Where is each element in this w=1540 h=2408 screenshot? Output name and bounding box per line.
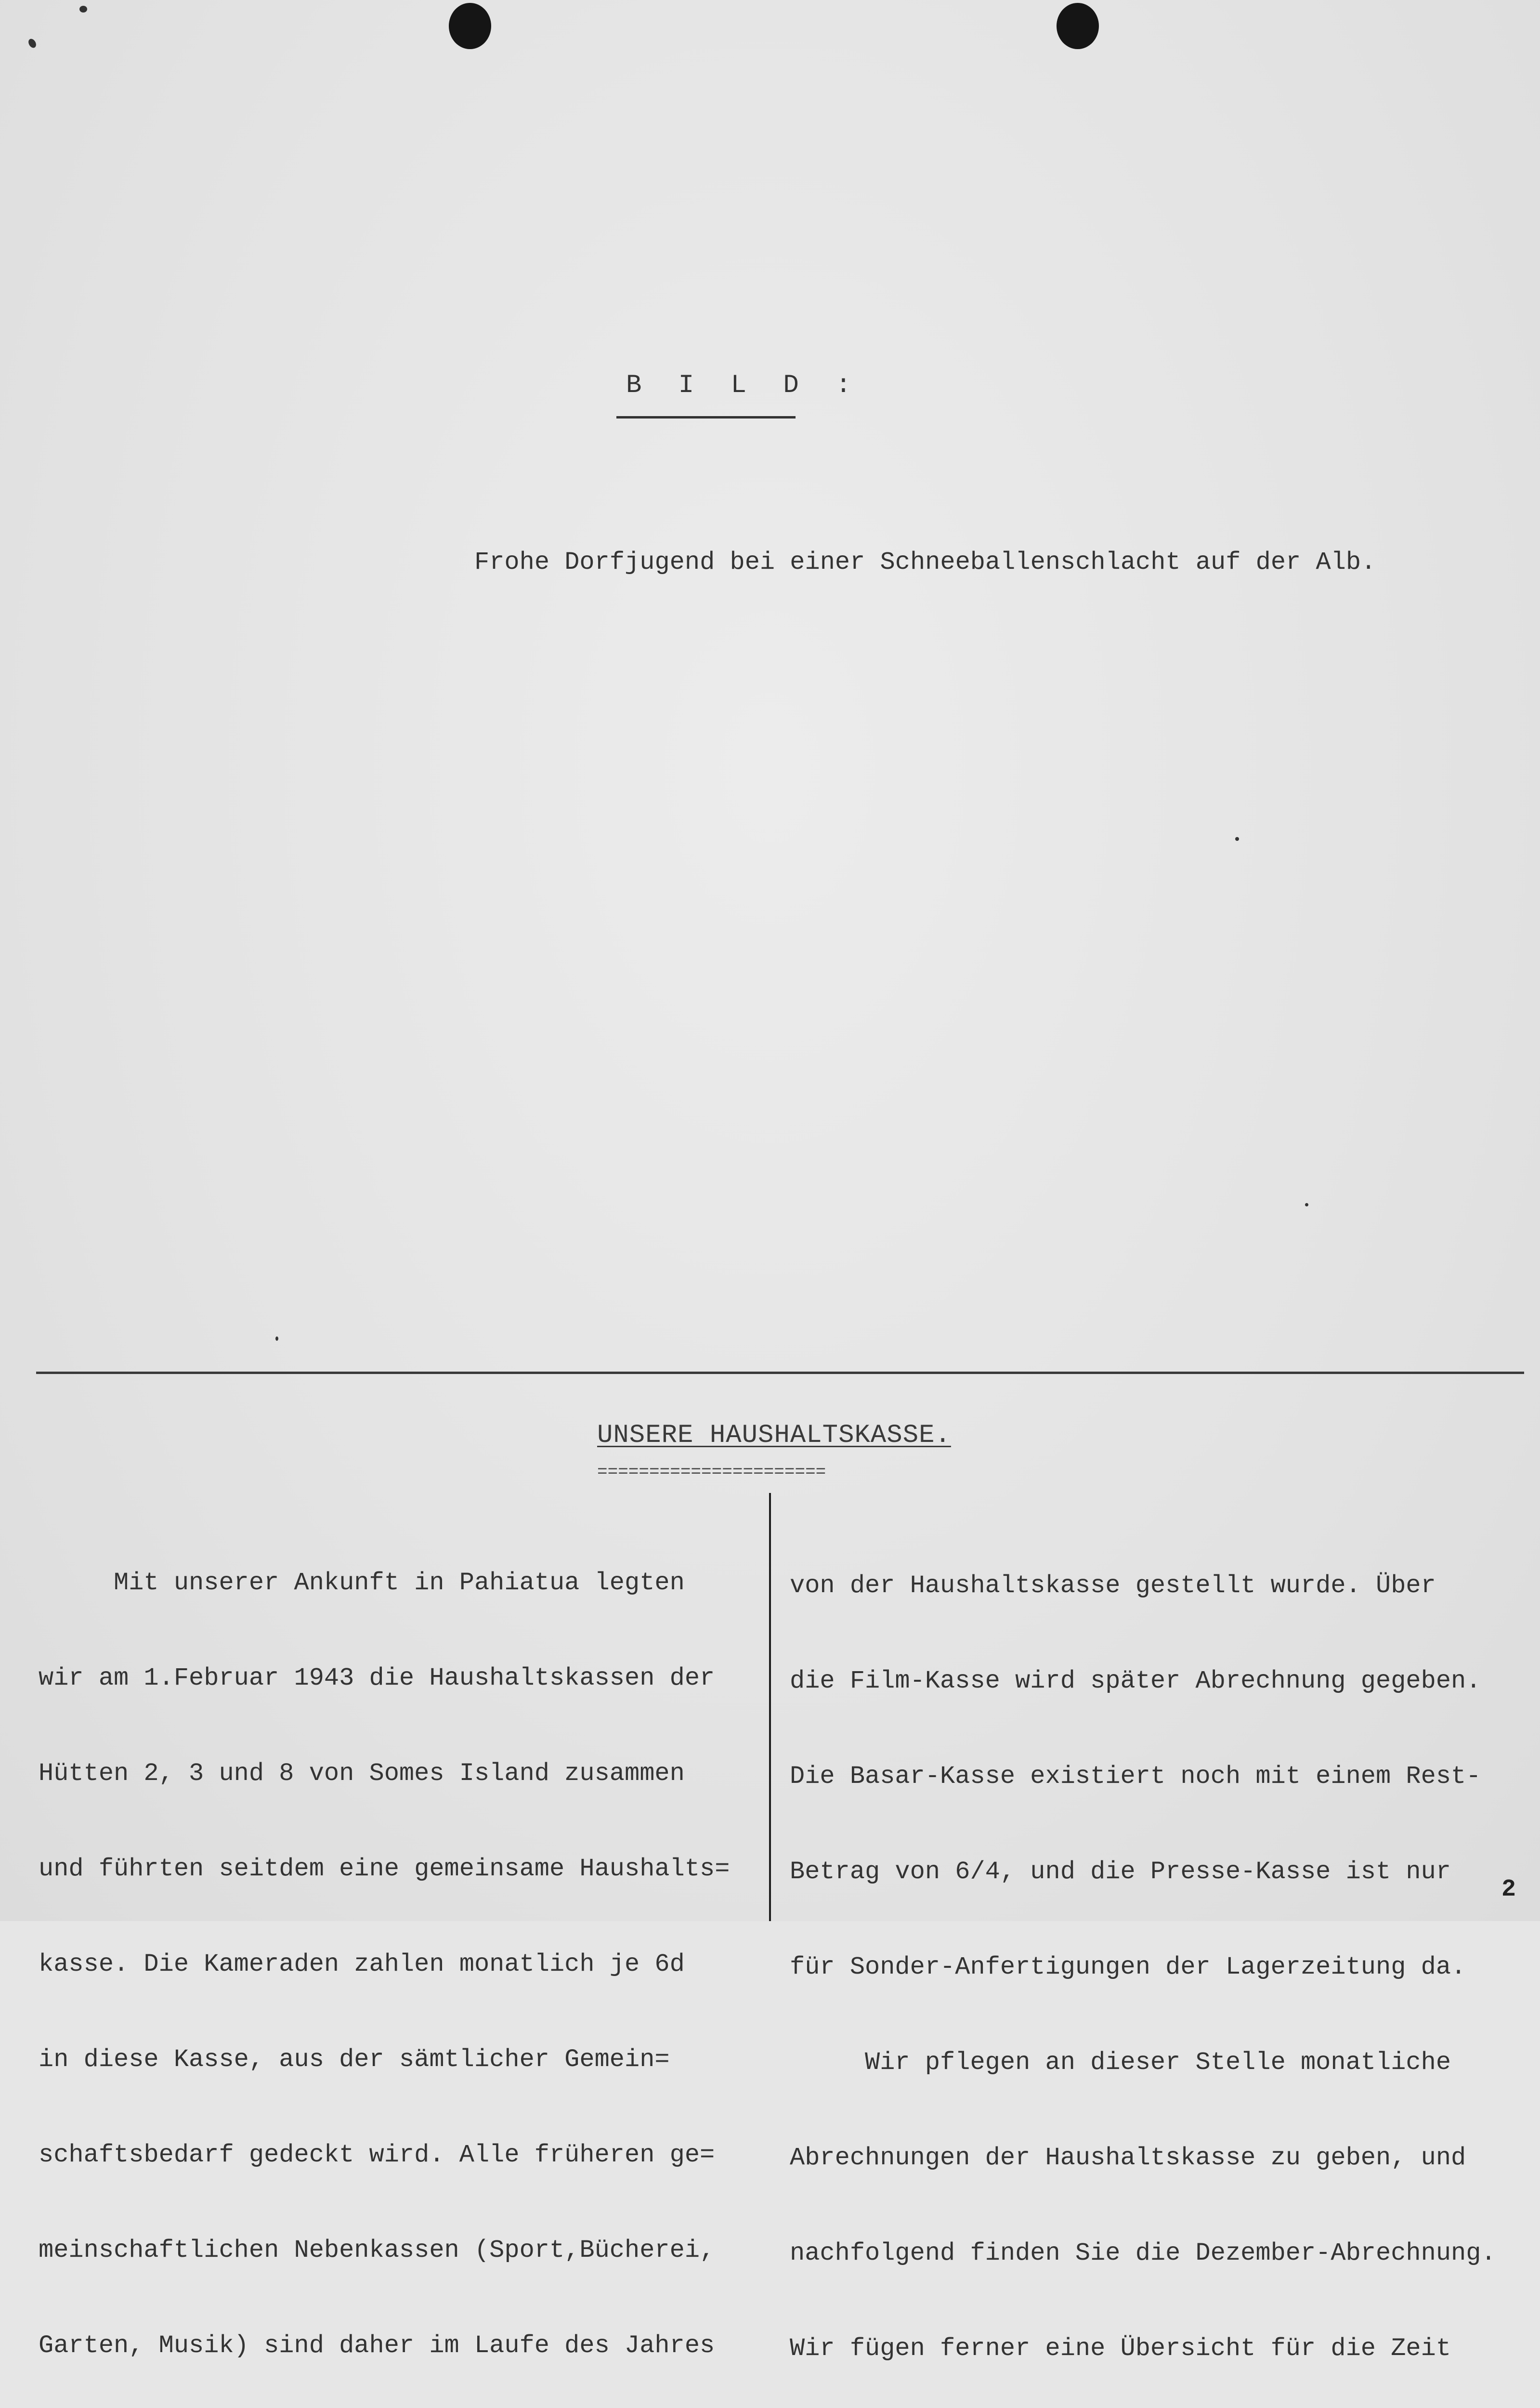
text-line: die Film-Kasse wird später Abrechnung gegeben. xyxy=(790,1667,1481,1695)
speck xyxy=(1235,837,1239,841)
text-line: nachfolgend finden Sie die Dezember-Abrechnung. xyxy=(790,2239,1496,2267)
punch-hole-left xyxy=(449,3,491,49)
text-line: meinschaftlichen Nebenkassen (Sport,Bücherei, xyxy=(39,2236,715,2264)
text-line: Hütten 2, 3 und 8 von Somes Island zusammen xyxy=(39,1759,685,1788)
text-line: Wir pflegen an dieser Stelle monatliche xyxy=(790,2048,1451,2077)
right-column xyxy=(790,1506,1496,2408)
text-line: Die Basar-Kasse existiert noch mit einem Rest- xyxy=(790,1762,1481,1791)
article-title-rule: ====================== xyxy=(597,1462,826,1482)
text-line: Wir fügen ferner eine Übersicht für die Zeit xyxy=(790,2334,1451,2363)
speck xyxy=(27,38,38,49)
image-caption: Frohe Dorfjugend bei einer Schneeballenschlacht auf der Alb. xyxy=(474,548,1376,576)
page-number: 2 xyxy=(1501,1876,1516,1903)
image-heading-underline xyxy=(616,416,796,419)
text-line: wir am 1.Februar 1943 die Haushaltskassen der xyxy=(39,1664,715,1692)
punch-hole-right xyxy=(1057,3,1099,49)
text-line: für Sonder-Anfertigungen der Lagerzeitung da. xyxy=(790,1953,1466,1981)
image-heading: B I L D : xyxy=(626,371,862,400)
text-line: und führten seitdem eine gemeinsame Haushalts= xyxy=(39,1855,730,1883)
text-line: Garten, Musik) sind daher im Laufe des Jahres xyxy=(39,2331,715,2360)
speck xyxy=(275,1336,278,1341)
speck xyxy=(79,6,87,13)
speck xyxy=(1305,1203,1308,1206)
text-line: Mit unserer Ankunft in Pahiatua legten xyxy=(39,1569,685,1597)
section-divider xyxy=(36,1372,1524,1374)
text-line: Betrag von 6/4, und die Presse-Kasse ist nur xyxy=(790,1858,1451,1886)
text-line: kasse. Die Kameraden zahlen monatlich je 6d xyxy=(39,1950,685,1978)
text-line: Abrechnungen der Haushaltskasse zu geben, und xyxy=(790,2144,1466,2172)
left-column xyxy=(39,1504,745,2408)
column-divider xyxy=(769,1493,771,1921)
text-line: in diese Kasse, aus der sämtlicher Gemein= xyxy=(39,2045,670,2074)
text-line: von der Haushaltskasse gestellt wurde. Über xyxy=(790,1571,1436,1600)
article-title: UNSERE HAUSHALTSKASSE. xyxy=(597,1421,951,1450)
text-line: schaftsbedarf gedeckt wird. Alle früheren ge= xyxy=(39,2141,715,2169)
